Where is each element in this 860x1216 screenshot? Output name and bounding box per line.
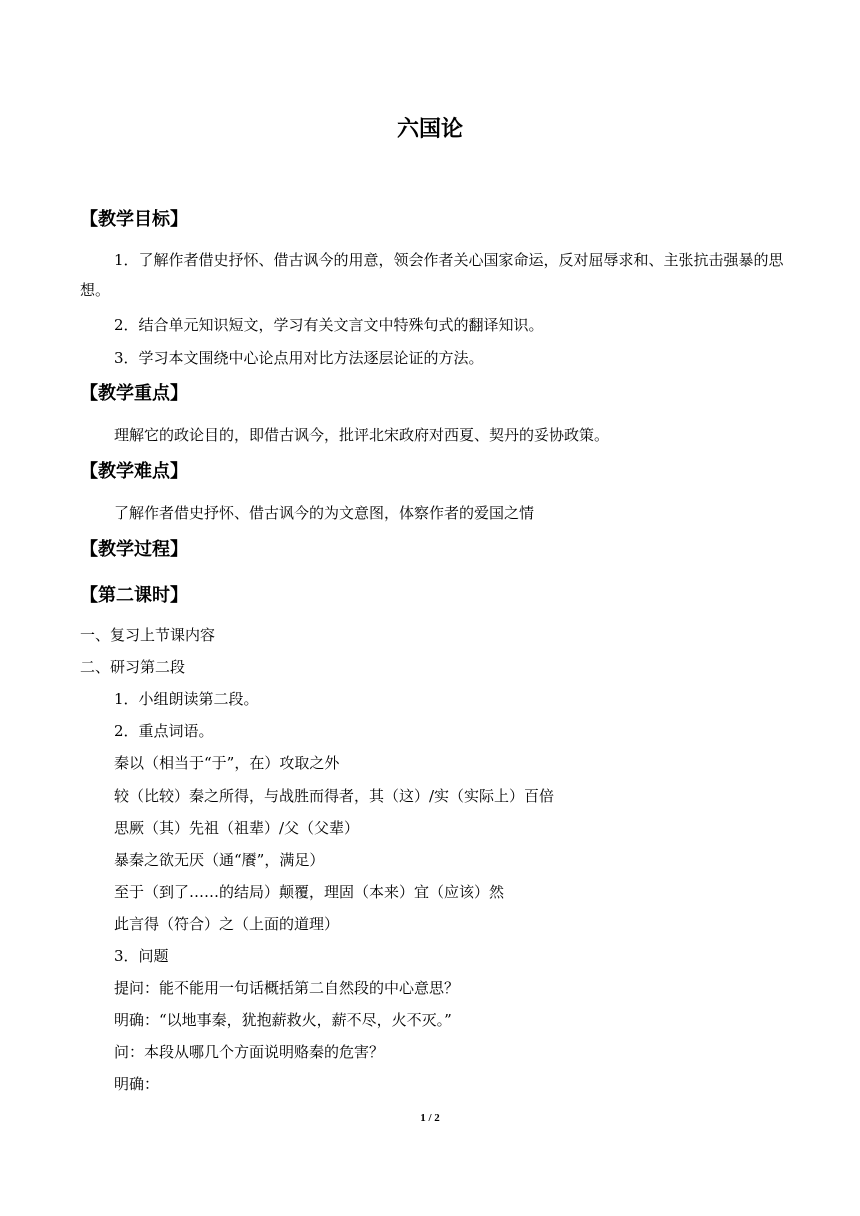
body-line: 明确： [114, 1075, 160, 1093]
body-line: 秦以（相当于“于”，在）攻取之外 [114, 754, 340, 772]
body-line: 思厥（其）先祖（祖辈）/父（父辈） [114, 819, 360, 837]
body-line: 2．重点词语。 [114, 722, 214, 740]
body-line: 问：本段从哪几个方面说明赂秦的危害？ [114, 1043, 385, 1061]
body-line: 一、复习上节课内容 [80, 626, 216, 644]
heading-teaching-goals: 【教学目标】 [80, 209, 188, 230]
page-number: 1 / 2 [420, 1112, 440, 1124]
body-line: 此言得（符合）之（上面的道理） [114, 915, 340, 933]
body-line: 明确：“以地事秦，犹抱薪救火，薪不尽，火不灭。” [114, 1011, 452, 1029]
body-line: 二、研习第二段 [80, 658, 186, 676]
heading-teaching-key-points: 【教学重点】 [80, 383, 188, 404]
body-line: 1．小组朗读第二段。 [114, 690, 259, 708]
body-line: 至于（到了……的结局）颠覆，理固（本来）宜（应该）然 [114, 883, 505, 901]
heading-second-lesson: 【第二课时】 [80, 585, 188, 606]
key-points-text: 理解它的政论目的，即借古讽今，批评北宋政府对西夏、契丹的妥协政策。 [114, 426, 610, 444]
body-line: 较（比较）秦之所得，与战胜而得者，其（这）/实（实际上）百倍 [114, 787, 555, 805]
body-line: 暴秦之欲无厌（通“餍”，满足） [114, 851, 325, 869]
body-line: 提问：能不能用一句话概括第二自然段的中心意思？ [114, 979, 460, 997]
document-title: 六国论 [396, 116, 463, 142]
goal-item-2: 2．结合单元知识短文，学习有关文言文中特殊句式的翻译知识。 [114, 316, 544, 334]
difficulties-text: 了解作者借史抒怀、借古讽今的为文意图，体察作者的爱国之情 [114, 504, 535, 522]
body-line: 3．问题 [114, 947, 169, 965]
goal-item-1: 1．了解作者借史抒怀、借古讽今的用意，领会作者关心国家命运，反对屈辱求和、主张抗击强暴的思想。 [80, 251, 784, 299]
heading-teaching-process: 【教学过程】 [80, 539, 188, 560]
goal-item-3: 3．学习本文围绕中心论点用对比方法逐层论证的方法。 [114, 349, 484, 367]
heading-teaching-difficulties: 【教学难点】 [80, 461, 188, 482]
